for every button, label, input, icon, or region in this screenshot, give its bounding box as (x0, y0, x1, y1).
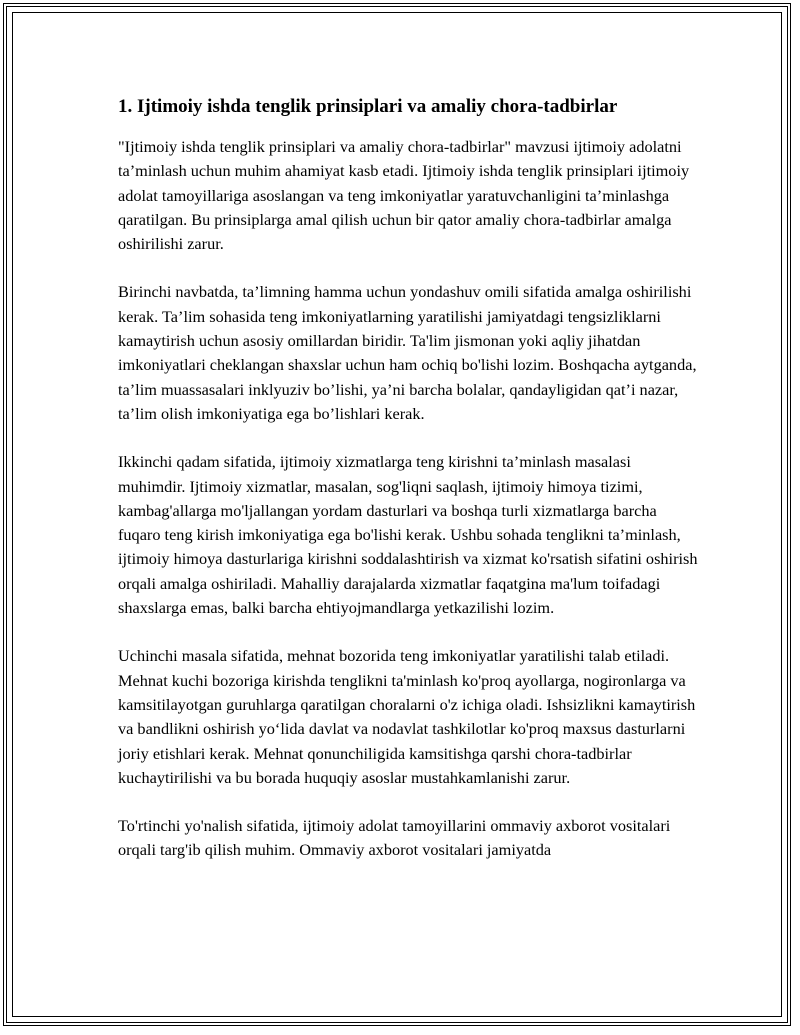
paragraph-labor-market: Uchinchi masala sifatida, mehnat bozorida teng imkoniyatlar yaratilishi talab etiladi. Mehnat kuchi bozoriga kirishda tenglikni ta'minlash ko'proq ayollarga, nogironlarga va kamsitilayotgan guruhlarga qaratilgan choralarni o'z ichiga oladi. Ishsizlikni kamaytirish va bandlikni oshirish yo‘lida davlat va nodavlat tashkilotlar ko'proq maxsus dasturlarni joriy etishlari kerak. Mehnat qonunchiligida kamsitishga qarshi chora-tadbirlar kuchaytirilishi va bu borada huquqiy asoslar mustahkamlanishi zarur. (118, 646, 696, 787)
paragraph-education: Birinchi navbatda, ta’limning hamma uchun yondashuv omili sifatida amalga oshirilishi kerak. Ta’lim sohasida teng imkoniyatlarning yaratilishi jamiyatdagi tengsizliklarni kamaytirish uchun asosiy omillardan biridir. Ta'lim jismonan yoki aqliy jihatdan imkoniyatlari cheklangan shaxslar uchun ham ochiq bo'lishi lozim. Boshqacha aytganda, ta’lim muassasalari inklyuziv bo’lishi, ya’ni barcha bolalar, qandayligidan qat’i nazar, ta’lim olish imkoniyatiga ega bo’lishlari kerak. (118, 282, 697, 423)
document-body (118, 94, 698, 887)
paragraph-mass-media: To'rtinchi yo'nalish sifatida, ijtimoiy adolat tamoyillarini ommaviy axborot vositalari orqali targ'ib qilish muhim. Ommaviy axborot vositalari jamiyatda (118, 816, 671, 860)
paragraph-social-services: Ikkinchi qadam sifatida, ijtimoiy xizmatlarga teng kirishni ta’minlash masalasi muhimdir. Ijtimoiy xizmatlar, masalan, sog'liqni saqlash, ijtimoiy himoya tizimi, kambag'allarga mo'ljallangan yordam dasturlari va boshqa turli xizmatlarga barcha fuqaro teng kirish imkoniyatiga ega bo'lishi kerak. Ushbu sohada tenglikni ta’minlash, ijtimoiy himoya dasturlariga kirishni soddalashtirish va xizmat ko'rsatish sifatini oshirish orqali amalga oshiriladi. Mahalliy darajalarda xizmatlar faqatgina ma'lum toifadagi shaxslarga emas, balki barcha ehtiyojmandlarga yetkazilishi lozim. (118, 452, 698, 618)
section-heading: 1. Ijtimoiy ishda tenglik prinsiplari va amaliy chora-tadbirlar (118, 96, 618, 117)
paragraph-intro: "Ijtimoiy ishda tenglik prinsiplari va amaliy chora-tadbirlar" mavzusi ijtimoiy adolatni ta’minlash uchun muhim ahamiyat kasb etadi. Ijtimoiy ishda tenglik prinsiplari ijtimoiy adolat tamoyillariga asoslangan va teng imkoniyatlar yaratuvchanligini ta’minlashga qaratilgan. Bu prinsiplarga amal qilish uchun bir qator amaliy chora-tadbirlar amalga oshirilishi zarur. (118, 137, 690, 254)
